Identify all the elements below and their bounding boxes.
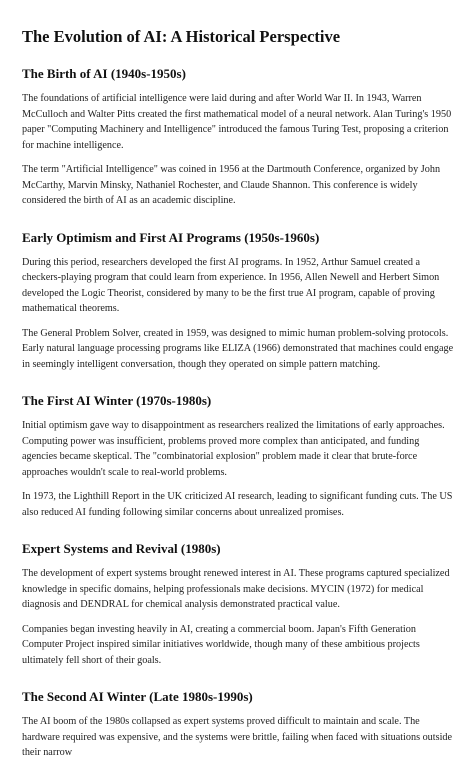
document-page xyxy=(22,27,454,781)
section-early-optimism xyxy=(22,229,454,373)
document-title: The Evolution of AI: A Historical Perspective xyxy=(22,27,341,46)
paragraph: The development of expert systems brought renewed interest in AI. These programs captured specialized knowledge in specific domains, helping professionals make decisions. MYCIN (1972) for medical diagnosis and DENDRAL for chemical analysis demonstrated practical value. xyxy=(22,568,450,610)
paragraph: The foundations of artificial intelligence were laid during and after World War II. In 1943, Warren McCulloch and Walter Pitts created the first mathematical model of a neural network. Alan Turing's 1950 paper "Computing Machinery and Intelligence" introduced the famous Turing Test, proposing a criterion for machine intelligence. xyxy=(22,93,452,151)
paragraph: Companies began investing heavily in AI, creating a commercial boom. Japan's Fifth Generation Computer Project inspired similar initiatives worldwide, though many of these ambitious projects ultimately fell short of their goals. xyxy=(22,623,420,666)
section-second-ai-winter xyxy=(22,688,454,761)
section-heading: Early Optimism and First AI Programs (1950s-1960s) xyxy=(22,229,320,245)
section-birth-of-ai xyxy=(22,65,454,209)
section-heading: The Birth of AI (1940s-1950s) xyxy=(22,66,186,81)
paragraph: Initial optimism gave way to disappointment as researchers realized the limitations of early approaches. Computing power was insufficient, problems proved more complex than anticipated, and funding agencies became skeptical. The "combinatorial explosion" problem made it clear that brute-force approaches wouldn't scale to real-world problems. xyxy=(22,420,445,478)
section-heading: The Second AI Winter (Late 1980s-1990s) xyxy=(22,689,253,704)
paragraph: The General Problem Solver, created in 1959, was designed to mimic human problem-solving protocols. Early natural language processing programs like ELIZA (1966) demonstrated that machines could engage in seemingly intelligent conversation, though they operated on simple pattern matching. xyxy=(22,327,454,370)
paragraph: In 1973, the Lighthill Report in the UK criticized AI research, leading to significant funding cuts. The US also reduced AI funding following similar concerns about unrealized promises. xyxy=(22,491,453,518)
paragraph: The AI boom of the 1980s collapsed as expert systems proved difficult to maintain and scale. The hardware required was expensive, and the systems were brittle, failing when faced with situations outside their narrow xyxy=(22,716,453,758)
section-first-ai-winter xyxy=(22,392,454,520)
section-heading: Expert Systems and Revival (1980s) xyxy=(22,541,221,556)
section-heading: The First AI Winter (1970s-1980s) xyxy=(22,393,212,408)
paragraph: During this period, researchers developed the first AI programs. In 1952, Arthur Samuel created a checkers-playing program that could learn from experience. In 1956, Allen Newell and Herbert Simon developed the Logic Theorist, considered by many to be the first true AI program, capable of proving mathematical theorems. xyxy=(22,256,440,314)
section-expert-systems xyxy=(22,540,454,668)
paragraph: The term "Artificial Intelligence" was coined in 1956 at the Dartmouth Conference, organized by John McCarthy, Marvin Minsky, Nathaniel Rochester, and Claude Shannon. This conference is widely considered the birth of AI as an academic discipline. xyxy=(22,164,441,206)
